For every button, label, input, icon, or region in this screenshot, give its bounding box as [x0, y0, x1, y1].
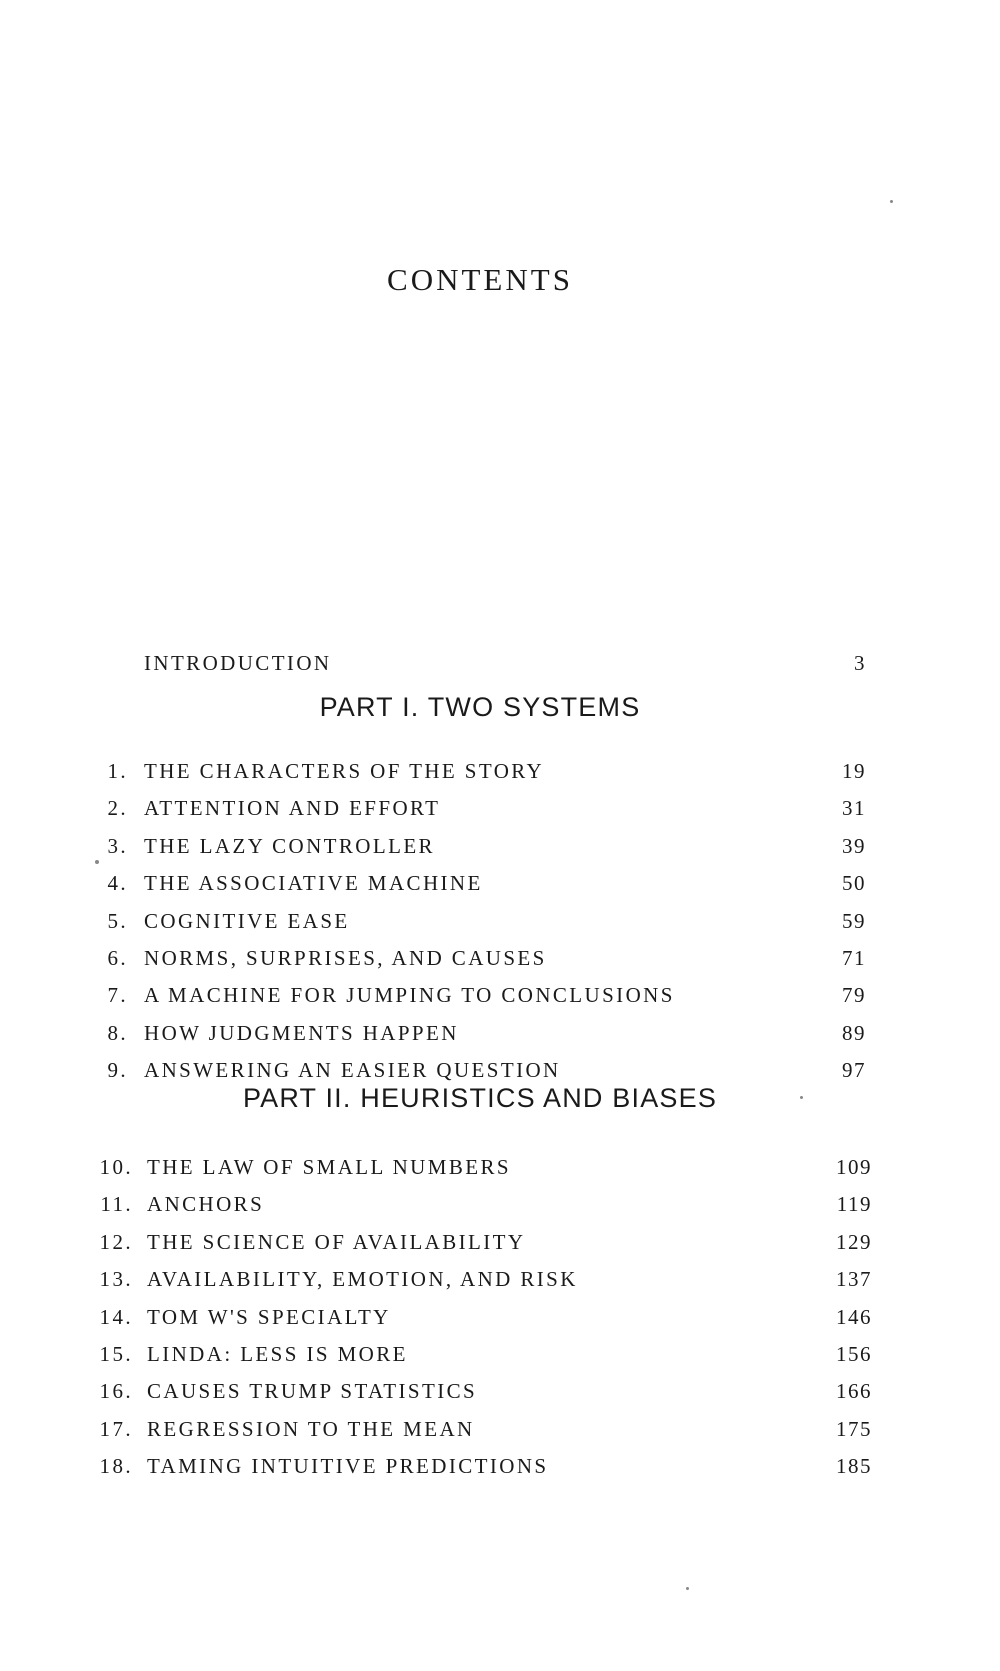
- page-title: CONTENTS: [387, 262, 573, 297]
- toc-entry: [0, 1152, 960, 1182]
- entry-title: LINDA: LESS IS MORE: [147, 1342, 408, 1366]
- entry-number: 16.: [99, 1379, 133, 1404]
- part-heading-1: PART I. TWO SYSTEMS: [319, 692, 641, 722]
- entry-page-number: 79: [842, 983, 866, 1008]
- entry-title: THE SCIENCE OF AVAILABILITY: [147, 1229, 526, 1254]
- toc-entry: [0, 1302, 960, 1332]
- entry-title: NORMS, SURPRISES, AND CAUSES: [144, 946, 547, 970]
- entry-page-number: 146: [836, 1304, 872, 1329]
- toc-entry: [0, 756, 960, 786]
- entry-number: 8.: [107, 1020, 128, 1045]
- entry-number: 18.: [99, 1454, 133, 1479]
- entry-number: 4.: [107, 871, 128, 896]
- entry-number: 10.: [99, 1155, 133, 1179]
- entry-page-number: 175: [836, 1416, 872, 1441]
- toc-entry: [0, 1055, 960, 1085]
- toc-entry: [0, 1451, 960, 1481]
- toc-entry: [0, 906, 960, 936]
- entry-title: THE LAZY CONTROLLER: [144, 833, 435, 858]
- entry-title: INTRODUCTION: [144, 651, 332, 675]
- entry-title: ANCHORS: [147, 1192, 265, 1217]
- entry-page-number: 31: [842, 796, 866, 821]
- toc-entry: [0, 1227, 960, 1257]
- entry-title: THE CHARACTERS OF THE STORY: [144, 759, 545, 783]
- entry-title: THE ASSOCIATIVE MACHINE: [144, 871, 483, 896]
- entry-number: 7.: [107, 983, 128, 1008]
- toc-entry: [0, 943, 960, 973]
- toc-entry: [0, 831, 960, 861]
- entry-title: THE LAW OF SMALL NUMBERS: [147, 1155, 511, 1179]
- toc-entry: [0, 980, 960, 1010]
- toc-entry: [0, 793, 960, 823]
- entry-number: 15.: [99, 1342, 133, 1366]
- entry-title: COGNITIVE EASE: [144, 908, 350, 933]
- entry-page-number: 19: [842, 759, 866, 783]
- scan-speck: [686, 1587, 689, 1590]
- entry-number: 13.: [99, 1267, 133, 1292]
- entry-page-number: 3: [854, 651, 866, 675]
- toc-entry: [0, 1414, 960, 1444]
- entry-number: 1.: [107, 759, 128, 783]
- entry-page-number: 89: [842, 1020, 866, 1045]
- toc-entry: [0, 1189, 960, 1219]
- toc-entry: [0, 1376, 960, 1406]
- entry-title: TAMING INTUITIVE PREDICTIONS: [147, 1454, 549, 1479]
- toc-entry: [0, 1264, 960, 1294]
- entry-number: 6.: [107, 946, 128, 970]
- entry-title: CAUSES TRUMP STATISTICS: [147, 1379, 478, 1404]
- entry-number: 3.: [107, 833, 128, 858]
- entry-title: REGRESSION TO THE MEAN: [147, 1416, 475, 1441]
- entry-number: 5.: [107, 908, 128, 933]
- entry-page-number: 166: [836, 1379, 872, 1404]
- entry-number: 2.: [107, 796, 128, 821]
- toc-entry: [0, 868, 960, 898]
- entry-title: A MACHINE FOR JUMPING TO CONCLUSIONS: [144, 983, 675, 1008]
- entry-title: HOW JUDGMENTS HAPPEN: [144, 1020, 459, 1045]
- scan-speck: [800, 1096, 803, 1099]
- scan-speck: [890, 200, 893, 203]
- entry-page-number: 59: [842, 908, 866, 933]
- entry-number: 11.: [100, 1192, 133, 1217]
- entry-number: 17.: [99, 1416, 133, 1441]
- entry-page-number: 71: [842, 946, 866, 970]
- toc-entry: [0, 1018, 960, 1048]
- entry-page-number: 50: [842, 871, 866, 896]
- entry-title: ATTENTION AND EFFORT: [144, 796, 441, 821]
- entry-page-number: 129: [836, 1229, 872, 1254]
- entry-number: 9.: [107, 1058, 128, 1083]
- entry-page-number: 185: [836, 1454, 872, 1479]
- entry-page-number: 119: [836, 1192, 872, 1217]
- entry-page-number: 109: [836, 1155, 872, 1179]
- entry-page-number: 137: [836, 1267, 872, 1292]
- entry-title: AVAILABILITY, EMOTION, AND RISK: [147, 1267, 578, 1292]
- entry-number: 14.: [99, 1304, 133, 1329]
- entry-page-number: 39: [842, 833, 866, 858]
- entry-title: ANSWERING AN EASIER QUESTION: [144, 1058, 561, 1083]
- entry-page-number: 156: [836, 1342, 872, 1366]
- entry-page-number: 97: [842, 1058, 866, 1083]
- entry-title: TOM W'S SPECIALTY: [147, 1304, 391, 1329]
- scan-speck: [95, 860, 99, 864]
- toc-entry: [0, 1339, 960, 1369]
- entry-number: 12.: [99, 1229, 133, 1254]
- part-heading-2: PART II. HEURISTICS AND BIASES: [242, 1083, 718, 1113]
- toc-entry-introduction: [0, 648, 960, 678]
